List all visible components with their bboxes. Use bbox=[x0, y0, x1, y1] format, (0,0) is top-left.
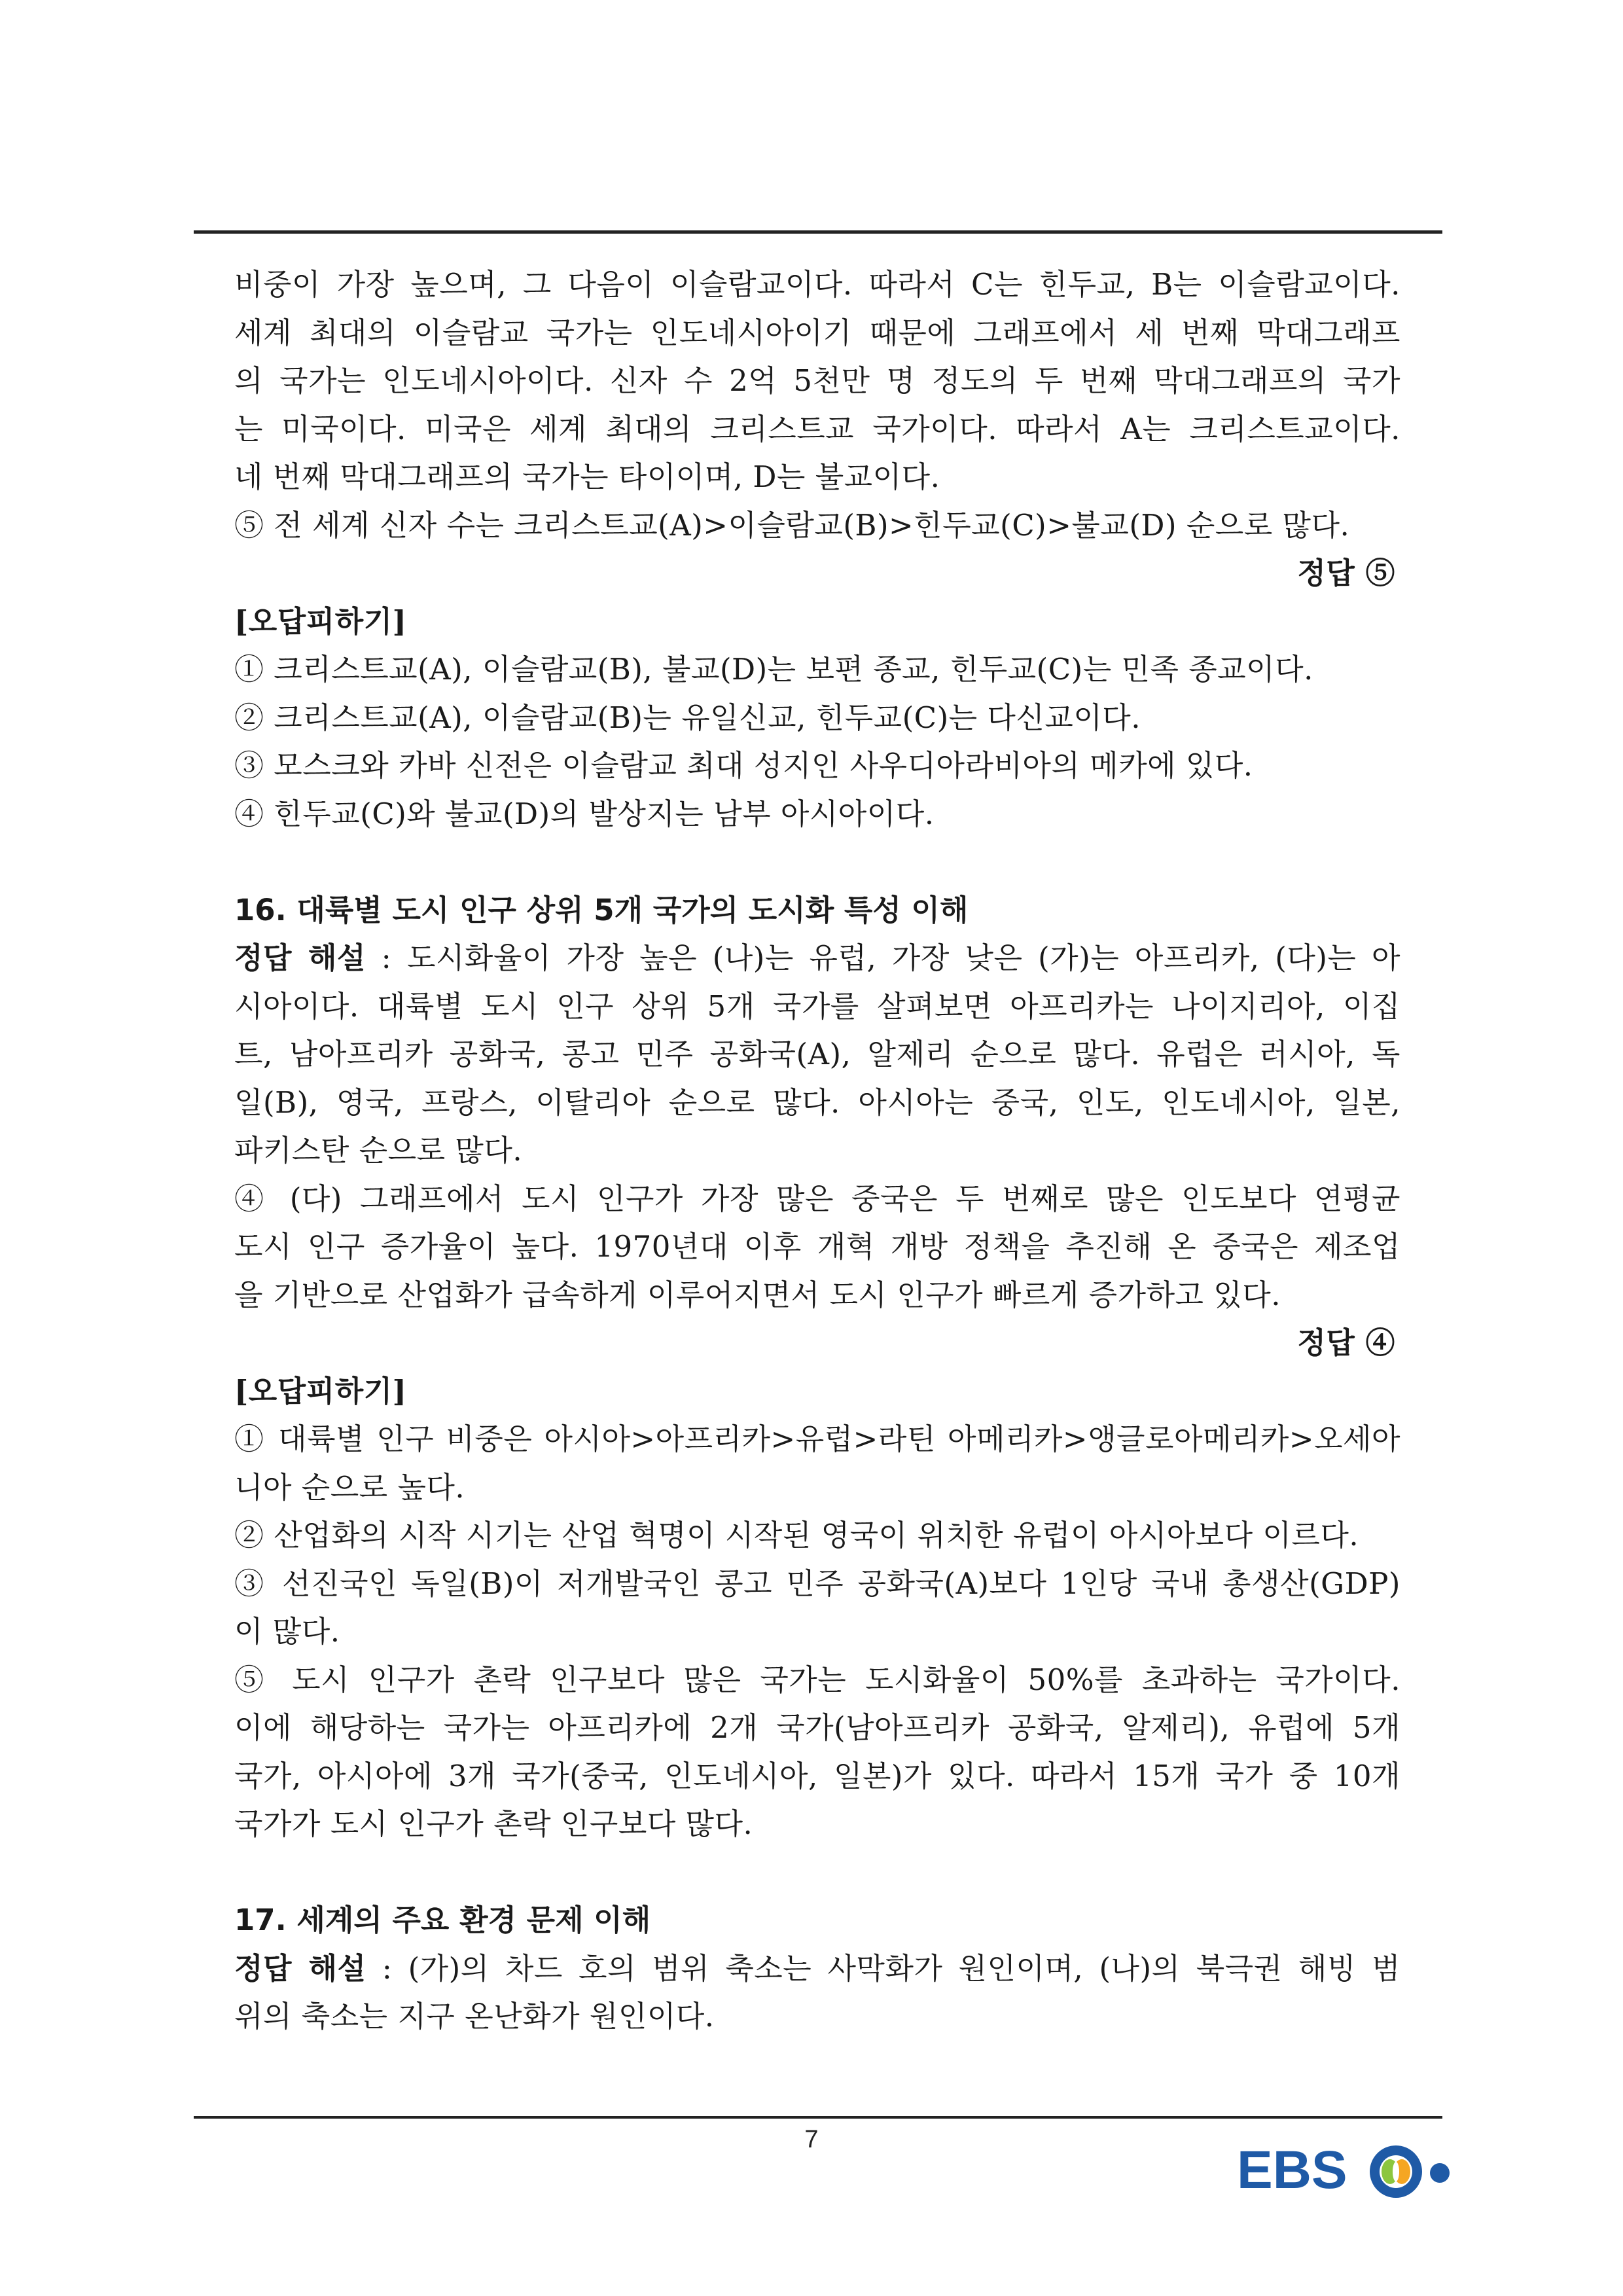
wrong-answer-item: ② 크리스트교(A), 이슬람교(B)는 유일신교, 힌두교(C)는 다신교이다. bbox=[234, 700, 1141, 735]
wrong-answer-line: 국가, 아시아에 3개 국가(중국, 인도네시아, 일본)가 있다. 따라서 15개 국가 중 10개 bbox=[234, 1758, 1400, 1793]
body-line: 는 미국이다. 미국은 세계 최대의 크리스트교 국가이다. 따라서 A는 크리스트교이다. bbox=[234, 411, 1400, 446]
wrong-answer-line: 니아 순으로 높다. bbox=[234, 1469, 465, 1505]
wrong-answer-line: ③ 선진국인 독일(B)이 저개발국인 콩고 민주 공화국(A)보다 1인당 국내 총생산(GDP) bbox=[234, 1566, 1400, 1601]
wrong-answer-heading: [오답피하기] bbox=[234, 603, 407, 639]
body-line: 파키스탄 순으로 많다. bbox=[234, 1133, 523, 1168]
body-line: 의 국가는 인도네시아이다. 신자 수 2억 5천만 명 정도의 두 번째 막대그래프의 국가 bbox=[234, 363, 1400, 398]
wrong-answer-item: ③ 모스크와 카바 신전은 이슬람교 최대 성지인 사우디아라비아의 메카에 있다. bbox=[234, 748, 1253, 783]
wrong-answer-heading: [오답피하기] bbox=[234, 1373, 407, 1408]
body-line: ⑤ 전 세계 신자 수는 크리스트교(A)>이슬람교(B)>힌두교(C)>불교(D) 순으로 많다. bbox=[234, 507, 1350, 543]
wrong-answer-line: ② 산업화의 시작 시기는 산업 혁명이 시작된 영국이 위치한 유럽이 아시아보다 이르다. bbox=[234, 1518, 1359, 1552]
explanation-label: 정답 해설 bbox=[234, 941, 366, 975]
section-spacer bbox=[234, 838, 1400, 886]
question-16-title: 16. 대륙별 도시 인구 상위 5개 국가의 도시화 특성 이해 bbox=[234, 892, 969, 927]
question-17-title: 17. 세계의 주요 환경 문제 이해 bbox=[234, 1903, 651, 1937]
wrong-answer-line: 이 많다. bbox=[234, 1614, 340, 1649]
section-spacer bbox=[234, 1848, 1400, 1897]
body-line: 도시 인구 증가율이 높다. 1970년대 이후 개혁 개방 정책을 추진해 온 중국은 제조업 bbox=[234, 1229, 1400, 1264]
page-number: 7 bbox=[804, 2126, 819, 2153]
explanation-text: : (가)의 차드 호의 범위 축소는 사막화가 원인이며, (나)의 북극권 해빙 범 bbox=[366, 1950, 1400, 1986]
body-line: ④ (다) 그래프에서 도시 인구가 가장 많은 중국은 두 번째로 많은 인도보다 연평균 bbox=[234, 1181, 1400, 1216]
wrong-answer-item: ① 크리스트교(A), 이슬람교(B), 불교(D)는 보편 종교, 힌두교(C)는 민족 종교이다. bbox=[234, 652, 1313, 687]
answer-label: 정답 ④ bbox=[1297, 1325, 1395, 1360]
footer-rule bbox=[194, 2116, 1442, 2119]
wrong-answer-line: ① 대륙별 인구 비중은 아시아>아프리카>유럽>라틴 아메리카>앵글로아메리카>오세아 bbox=[234, 1422, 1400, 1456]
body-line: 시아이다. 대륙별 도시 인구 상위 5개 국가를 살펴보면 아프리카는 나이지리아, 이집 bbox=[234, 988, 1400, 1024]
body-line: 세계 최대의 이슬람교 국가는 인도네시아이기 때문에 그래프에서 세 번째 막대그래프 bbox=[234, 315, 1400, 350]
header-rule bbox=[194, 230, 1442, 234]
explanation-text: : 도시화율이 가장 높은 (나)는 유럽, 가장 낮은 (가)는 아프리카, (다)는 아 bbox=[365, 941, 1400, 975]
body-line: 위의 축소는 지구 온난화가 원인이다. bbox=[234, 1999, 715, 2034]
body-line: 트, 남아프리카 공화국, 콩고 민주 공화국(A), 알제리 순으로 많다. 유럽은 러시아, 독 bbox=[234, 1037, 1400, 1071]
wrong-answer-line: ⑤ 도시 인구가 촌락 인구보다 많은 국가는 도시화율이 50%를 초과하는 국가이다. bbox=[234, 1662, 1400, 1697]
page-content bbox=[234, 260, 1400, 2041]
explanation-lead-line bbox=[234, 1945, 1400, 1993]
explanation-lead-line bbox=[234, 934, 1400, 982]
wrong-answer-line: 이에 해당하는 국가는 아프리카에 2개 국가(남아프리카 공화국, 알제리), 유럽에 5개 bbox=[234, 1710, 1400, 1745]
body-line: 네 번째 막대그래프의 국가는 타이이며, D는 불교이다. bbox=[234, 459, 940, 494]
ebs-logo-text: EBS bbox=[1237, 2140, 1347, 2200]
ebs-logo bbox=[1237, 2127, 1459, 2212]
wrong-answer-item: ④ 힌두교(C)와 불교(D)의 발상지는 남부 아시아이다. bbox=[234, 796, 935, 831]
body-line: 일(B), 영국, 프랑스, 이탈리아 순으로 많다. 아시아는 중국, 인도, 인도네시아, 일본, bbox=[234, 1085, 1400, 1120]
body-line: 비중이 가장 높으며, 그 다음이 이슬람교이다. 따라서 C는 힌두교, B는 이슬람교이다. bbox=[234, 267, 1400, 302]
answer-label: 정답 ⑤ bbox=[1297, 556, 1395, 590]
explanation-label: 정답 해설 bbox=[234, 1950, 366, 1986]
wrong-answer-line: 국가가 도시 인구가 촌락 인구보다 많다. bbox=[234, 1806, 753, 1841]
body-line: 을 기반으로 산업화가 급속하게 이루어지면서 도시 인구가 빠르게 증가하고 있다. bbox=[234, 1277, 1281, 1312]
